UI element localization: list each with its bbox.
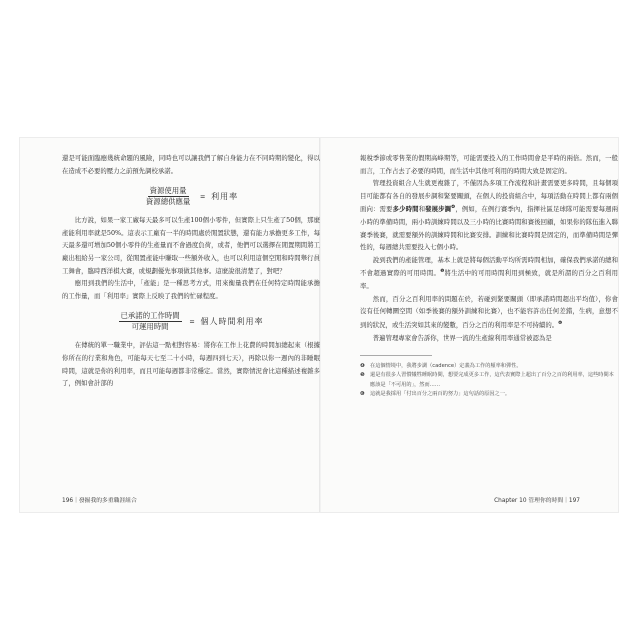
formula-denominator: 資源總供應量 xyxy=(145,197,191,207)
formula-result: 個人時間利用率 xyxy=(200,317,264,327)
left-paragraph-1: 還是可能面臨應幾統命題的風險，同時也可以讓我們了解自身能力在不同時期的變化，得以在造成不必要的壓力之前預先調校承諾。 xyxy=(62,154,320,175)
footnote-text: 在這個情境中，我將步調（cadence）定義為工作的頻率和彈性。 xyxy=(370,363,522,370)
formula-result: 利用率 xyxy=(211,192,239,202)
personal-utilization-formula xyxy=(62,311,320,332)
bold-term: 多少時間 xyxy=(392,205,419,214)
footnote-mark: ❺ xyxy=(360,372,365,379)
footnote-ref[interactable]: ❻ xyxy=(558,320,563,326)
footnote-ref[interactable]: ❺ xyxy=(440,269,445,275)
book-spread xyxy=(20,138,618,512)
left-page-footer: 196｜發掘我的多重職涯組合 xyxy=(62,498,137,504)
left-paragraph-2: 比方說，如果一家工廠每天最多可以生產100個小零件，但實際上只生產了50個，那麼產能利用率就是50%。這表示工廠有一半的時間處於閒置狀態，還有能力承擔更多工作，每天最多還可增加50個小零件的生產量而不會過度負荷，或者，他們可以選擇在閒置期間將工廠出租給另一家公司，從閒置產能中賺取一些額外收入，也可以利用這個空閒和時間舉行員工舞會，臨時西洋棋大賽，或規劃優先事項做其他事。這麼說很清楚了，對吧？ xyxy=(62,216,320,275)
text-run: 然而，百分之百利用率的問題在於，若碰到緊要關頭（即承諾時間超出平均值），你會沒有任何轉圜空間（如季後賽的額外訓練和比賽），也不能容許出任何差錯，生病，意想不到的狀況，或生活突如其來的變數，百分之百的利用率是不可持續的。 xyxy=(360,294,618,330)
footnote-text: 還是有很多人習慣犧牲睡眠時間，想要完成更多工作，這代表實際上超出了百分之百的利用率，這些時間本應該是「不可用的」，然而…… xyxy=(370,372,614,388)
left-page xyxy=(62,152,320,390)
footnote-ref[interactable]: ❹ xyxy=(451,205,456,211)
equals-sign: = xyxy=(200,192,206,202)
text-run: 和 xyxy=(418,205,426,214)
footnote-mark: ❻ xyxy=(360,390,365,397)
right-paragraph-3 xyxy=(360,254,618,293)
formula-fraction xyxy=(119,311,182,332)
formula-numerator: 資源使用量 xyxy=(149,186,187,196)
right-paragraph-5: 普遍管理專家會告訴你，世界一流的生產線利用率通常被認為是 xyxy=(372,333,552,342)
left-paragraph-4: 在傳統的單一職業中，評估這一點相對容易：將你在工作上花費的時間加總起來（根據你所在的行業和角色，可能每天七至二十小時，每週四到七天），再除以你一週內的非睡眠時間，這就是你的利用率，而且可能每週都非常穩定。當然，實際情況會比這種描述複雜多了，例如會計部的 xyxy=(62,341,320,388)
footnote-mark: ❹ xyxy=(360,363,365,370)
footnote xyxy=(360,362,618,371)
formula-fraction xyxy=(144,186,192,207)
text-run: 管理投資組合人生就更複雜了，不僅因為多項工作流程和計畫需要更多時間，且每個項目可能都有各自的發展步調和緊要關頭，在個人的投資組合中，每項活動在時間上都有兩個面向：需要 xyxy=(360,179,618,214)
text-run: 將生活中的可用時間利用到極致，就是所謂的百分之百利用率。 xyxy=(360,269,618,291)
right-paragraph-4 xyxy=(360,293,618,332)
utilization-formula xyxy=(62,186,320,207)
footnote-text: 這就是我採用「付出百分之兩百的努力」這句話的原因之一。 xyxy=(370,390,511,397)
right-page xyxy=(360,152,618,399)
formula-numerator: 已承諾的工作時間 xyxy=(120,311,180,321)
right-page-footer: Chapter 10 管理你的時間｜197 xyxy=(494,498,580,504)
formula-denominator: 可運用時間 xyxy=(131,322,169,332)
footnote xyxy=(360,371,618,389)
footnote-divider xyxy=(360,355,432,356)
equals-sign: = xyxy=(189,317,195,327)
text-run: 說到我們的產能管理，基本上就是將每個活動平均所需時間相加，確保我們承諾的總和不會超過實際的可用時間。 xyxy=(360,255,618,278)
footnote xyxy=(360,390,618,399)
right-paragraph-2 xyxy=(360,177,618,254)
left-paragraph-3: 應用到我們的生活中，「產能」是一種思考方式，用來衡量我們在任何特定時間能承擔的工作量，而「利用率」實際上反映了我們的忙碌程度。 xyxy=(62,279,320,300)
text-run: ，例如，在例行賽季內，指揮社區足球隊可能需要每週兩小時的準備時間，兩小時訓練時間以及三小時的比賽時間和賽後回顧，如果你的隊伍進入聯賽季後賽，就需要額外的訓練時間和比賽安排。訓練和比賽時間是固定的，而準備時間是彈性的，每週總共需要投入七個小時。 xyxy=(360,205,618,252)
bold-term: 發展步調 xyxy=(425,205,452,214)
right-paragraph-1: 報稅季節或零售業的假期高峰期等，可能需要投入的工作時間會是平時的兩倍。然而，一般而言，工作占去了必要的時間，而生活中其他可利用的時間大致是固定的。 xyxy=(360,154,618,175)
